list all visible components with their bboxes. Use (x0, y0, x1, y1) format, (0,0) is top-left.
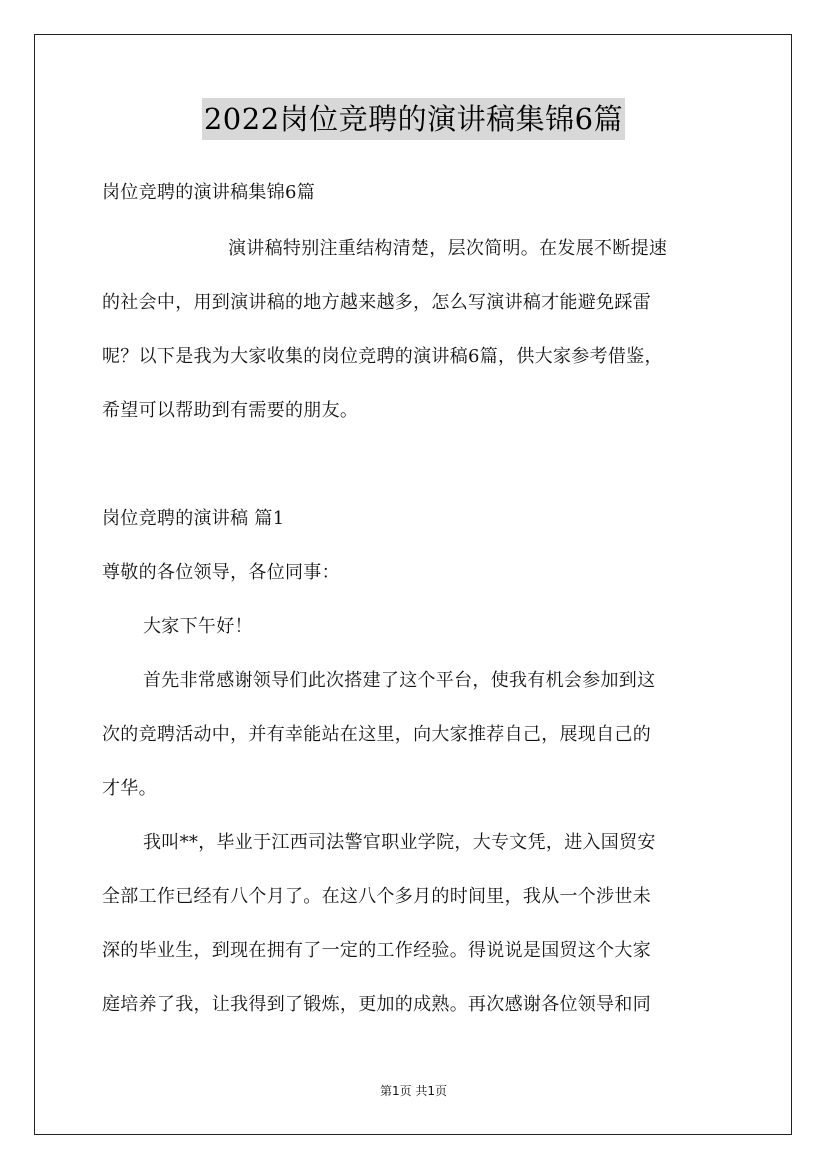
page-footer: 第1页 共1页 (379, 1084, 448, 1098)
paragraph-line: 首先非常感谢领导们此次搭建了这个平台，使我有机会参加到这 (143, 670, 656, 691)
paragraph-line: 庭培养了我，让我得到了锻炼，更加的成熟。再次感谢各位领导和同 (102, 994, 651, 1015)
paragraph-line: 全部工作已经有八个月了。在这八个多月的时间里，我从一个涉世未 (102, 886, 651, 907)
paragraph-line: 演讲稿特别注重结构清楚，层次简明。在发展不断提速 (228, 238, 668, 259)
subtitle-line: 岗位竞聘的演讲稿集锦6篇 (102, 182, 316, 203)
greeting-line: 大家下午好！ (143, 616, 253, 637)
paragraph-line: 的社会中，用到演讲稿的地方越来越多，怎么写演讲稿才能避免踩雷 (102, 292, 651, 313)
document-title: 2022岗位竞聘的演讲稿集锦6篇 (202, 98, 625, 140)
salutation-line: 尊敬的各位领导，各位同事： (102, 562, 340, 583)
paragraph-line: 希望可以帮助到有需要的朋友。 (102, 400, 359, 421)
paragraph-line: 才华。 (102, 778, 157, 799)
paragraph-line: 次的竞聘活动中，并有幸能站在这里，向大家推荐自己，展现自己的 (102, 724, 651, 745)
paragraph-line: 深的毕业生，到现在拥有了一定的工作经验。得说说是国贸这个大家 (102, 940, 651, 961)
section-heading: 岗位竞聘的演讲稿 篇1 (102, 508, 285, 529)
paragraph-line: 呢？以下是我为大家收集的岗位竞聘的演讲稿6篇，供大家参考借鉴， (102, 346, 663, 367)
title-wrap (0, 98, 827, 140)
paragraph-line: 我叫**，毕业于江西司法警官职业学院，大专文凭，进入国贸安 (143, 832, 656, 853)
